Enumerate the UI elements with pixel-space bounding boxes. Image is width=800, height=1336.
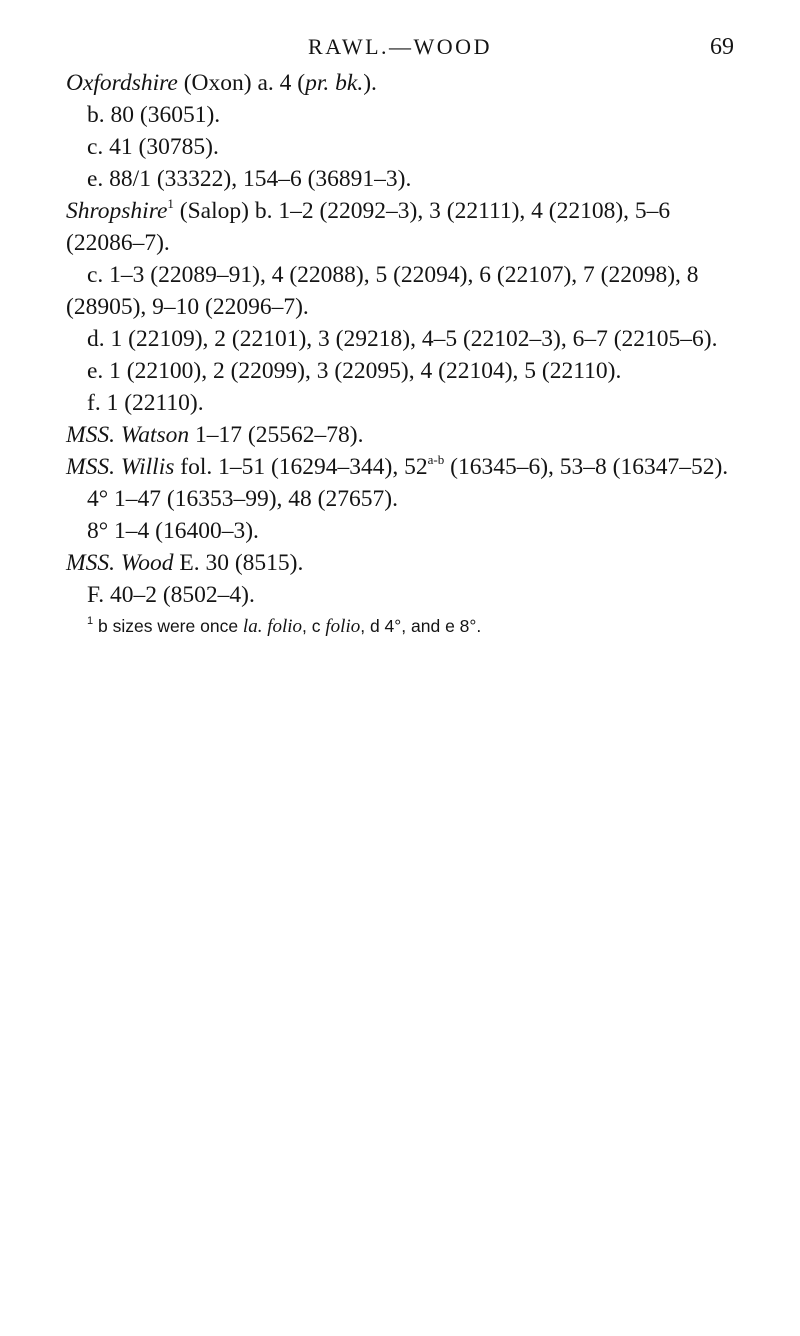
entry-line: (22086–7).	[66, 230, 170, 256]
collection-name: MSS. Watson	[66, 422, 190, 448]
entry-line: d. 1 (22109), 2 (22101), 3 (29218), 4–5 (22102–3), 6–7 (22105–6).	[87, 326, 718, 352]
entry-line: b. 80 (36051).	[87, 102, 221, 128]
entry-oxfordshire: Oxfordshire (Oxon) a. 4 (pr. bk.).	[66, 70, 377, 96]
entry-line: c. 41 (30785).	[87, 134, 219, 160]
footnote: $^1$ b sizes were once la. folio, c folio, d 4°, and e 8°.	[87, 615, 482, 637]
county-name: Oxfordshire	[66, 70, 178, 96]
entry-mss-willis: MSS. Willis fol. 1–51 (16294–344), 52$^{a-b}$ (16345–6), 53–8 (16347–52).	[66, 452, 729, 480]
running-header	[66, 34, 734, 66]
page-number: 69	[710, 34, 734, 60]
entry-mss-watson: MSS. Watson 1–17 (25562–78).	[66, 422, 364, 448]
entry-line: f. 1 (22110).	[87, 390, 204, 416]
entry-mss-wood: MSS. Wood E. 30 (8515).	[66, 550, 304, 576]
collection-name: MSS. Wood	[66, 550, 174, 576]
collection-name: MSS. Willis	[66, 454, 175, 480]
footnote-mark: 1	[87, 615, 94, 627]
entry-line: (28905), 9–10 (22096–7).	[66, 294, 309, 320]
footnote-ref: 1	[167, 196, 174, 211]
county-name: Shropshire	[66, 198, 168, 224]
entry-line: F. 40–2 (8502–4).	[87, 582, 255, 608]
entry-line: e. 1 (22100), 2 (22099), 3 (22095), 4 (22104), 5 (22110).	[87, 358, 622, 384]
entry-line: 8° 1–4 (16400–3).	[87, 518, 259, 544]
entry-line: c. 1–3 (22089–91), 4 (22088), 5 (22094), 6 (22107), 7 (22098), 8	[87, 262, 699, 288]
entry-line: 4° 1–47 (16353–99), 48 (27657).	[87, 486, 398, 512]
entry-line: e. 88/1 (33322), 154–6 (36891–3).	[87, 166, 412, 192]
entry-shropshire: Shropshire$^1$ (Salop) b. 1–2 (22092–3), 3 (22111), 4 (22108), 5–6	[66, 196, 671, 224]
header-title: RAWL.—WOOD	[308, 34, 492, 59]
